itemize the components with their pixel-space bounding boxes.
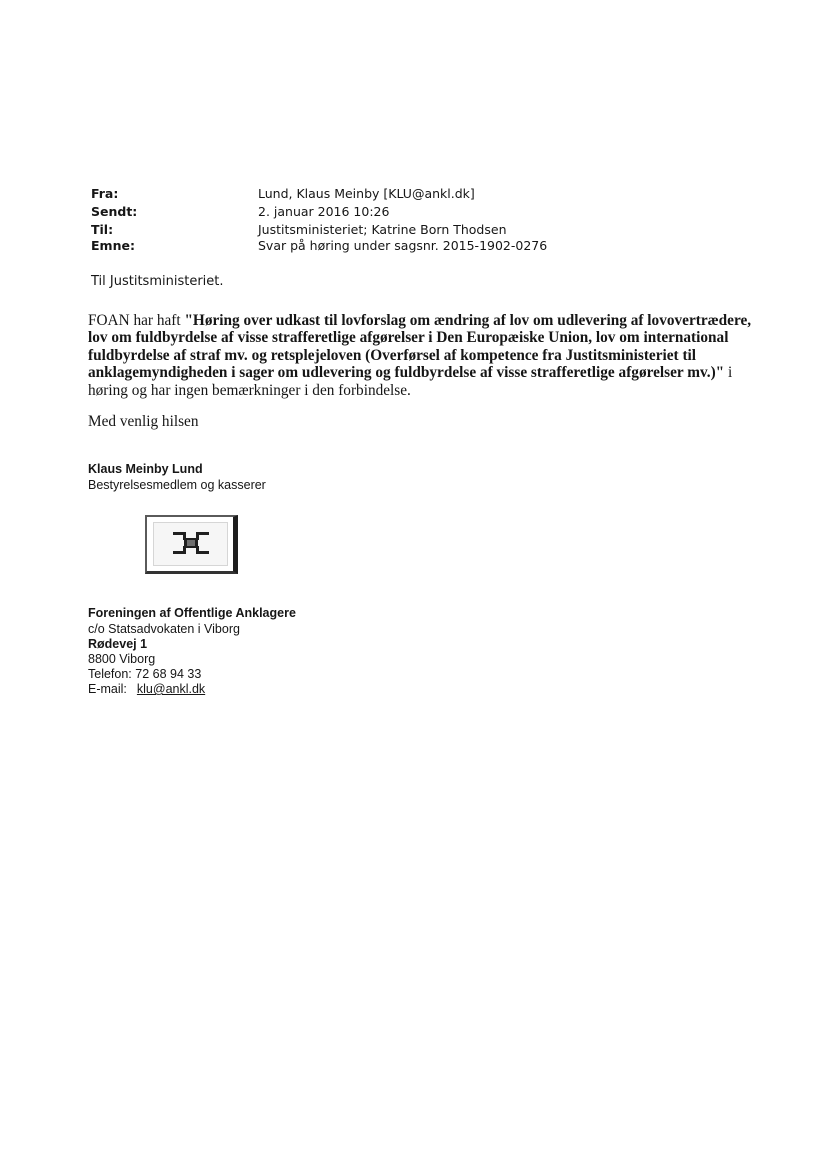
from-label: Fra:: [91, 186, 119, 201]
city-line: 8800 Viborg: [88, 652, 156, 666]
sent-label: Sendt:: [91, 204, 138, 219]
sent-value: 2. januar 2016 10:26: [258, 204, 390, 219]
organization-logo: [145, 515, 238, 574]
to-value: Justitsministeriet; Katrine Born Thodsen: [258, 222, 507, 237]
hearing-title: "Høring over udkast til lovforslag om ændring af lov om udlevering af lovovertrædere, lov om fuldbyrdelse af visse strafferetlige afgørelser i Den Europæiske Union, lov om international fuldbyrdelse af straf mv. og retsplejeloven (Overførsel af kompetence fra Justitsministeriet til anklagemyndigheden i sager om udlevering og fuldbyrdelse af visse strafferetlige afgørelser mv.)": [88, 312, 752, 382]
signature-role: Bestyrelsesmedlem og kasserer: [88, 478, 266, 492]
to-label: Til:: [91, 222, 114, 237]
phone-line: Telefon: 72 68 94 33: [88, 667, 202, 681]
closing: Med venlig hilsen: [88, 413, 199, 430]
greeting: Til Justitsministeriet.: [91, 274, 224, 289]
email-line: [88, 682, 205, 697]
email-link[interactable]: klu@ankl.dk: [136, 682, 206, 696]
body-paragraph: [88, 312, 768, 399]
signature-name: Klaus Meinby Lund: [88, 462, 203, 476]
body-intro: FOAN har haft: [88, 312, 185, 329]
foan-emblem-icon: [169, 527, 213, 559]
from-value: Lund, Klaus Meinby [KLU@ankl.dk]: [258, 186, 475, 201]
body-outro: i høring og har ingen bemærkninger i den forbindelse.: [88, 364, 733, 399]
subject-value: Svar på høring under sagsnr. 2015-1902-0276: [258, 238, 548, 253]
subject-label: Emne:: [91, 238, 135, 253]
organization-name: Foreningen af Offentlige Anklagere: [88, 606, 296, 620]
street-line: Rødevej 1: [88, 637, 148, 651]
email-label: E-mail:: [88, 682, 127, 696]
care-of-line: c/o Statsadvokaten i Viborg: [88, 622, 240, 636]
